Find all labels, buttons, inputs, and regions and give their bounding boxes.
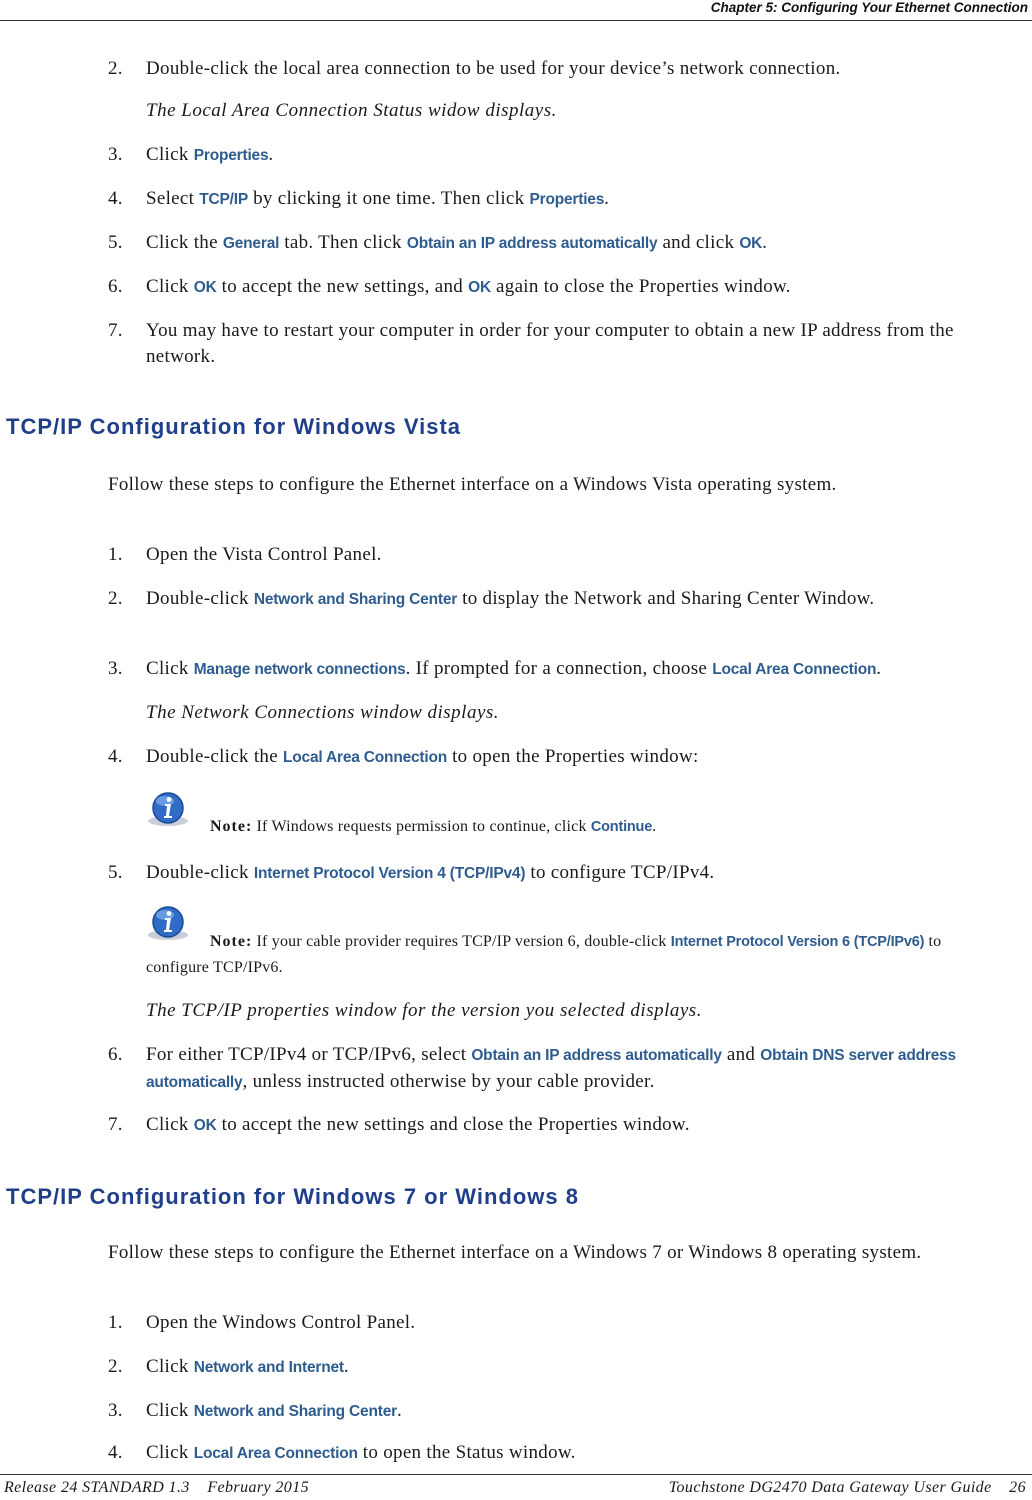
- intro-paragraph: Follow these steps to configure the Ethernet interface on a Windows 7 or Windows 8 operating system.: [108, 1242, 922, 1263]
- result-text: The Network Connections window displays.: [146, 702, 500, 723]
- ui-term-tcpip: TCP/IP: [199, 191, 249, 208]
- ui-term-obtain-ip: Obtain an IP address automatically: [406, 235, 658, 252]
- step-text: Double-click the Local Area Connection to open the Properties window:: [146, 746, 699, 767]
- step-number: 4.: [108, 1442, 123, 1463]
- step-4: [108, 744, 1024, 771]
- ui-term-local-area-connection: Local Area Connection: [193, 1445, 358, 1462]
- ui-term-network-sharing-center: Network and Sharing Center: [253, 591, 458, 608]
- step-text: Click the General tab. Then click Obtain an IP address automatically and click OK.: [146, 232, 768, 253]
- step-7: [108, 1112, 1024, 1139]
- step-text: Click Properties.: [146, 144, 274, 165]
- note-ipv6: Note: If your cable provider requires TCP/IP version 6, double-click Internet Protocol Version 6 (TCP/IPv6) to configure TCP/IPv6.: [146, 933, 942, 976]
- chapter-title: Chapter 5: Configuring Your Ethernet Connection: [710, 0, 1028, 15]
- ui-term-ok: OK: [468, 279, 491, 296]
- result-text: The Local Area Connection Status widow displays.: [146, 100, 557, 121]
- step-4: [108, 186, 1024, 213]
- ui-term-network-sharing-center: Network and Sharing Center: [193, 1403, 397, 1420]
- step-number: 3.: [108, 658, 123, 679]
- step-number: 5.: [108, 862, 123, 883]
- step-text: Double-click the local area connection to be used for your device’s network connection.: [146, 58, 841, 79]
- note-label: Note:: [210, 818, 253, 835]
- step-number: 7.: [108, 320, 123, 341]
- ui-term-general: General: [222, 235, 280, 252]
- note-continue: Note: If Windows requests permission to continue, click Continue.: [210, 818, 657, 835]
- step-3: [108, 142, 1024, 169]
- step-number: 5.: [108, 232, 123, 253]
- page-header: [0, 0, 1032, 21]
- step-5: [108, 230, 1024, 257]
- step-number: 3.: [108, 1400, 123, 1421]
- ui-term-ok: OK: [193, 1117, 217, 1134]
- step-number: 2.: [108, 58, 123, 79]
- step-3: [108, 1398, 1024, 1425]
- ui-term-network-internet: Network and Internet: [193, 1359, 344, 1376]
- ui-term-local-area-connection: Local Area Connection: [712, 661, 877, 678]
- step-number: 1.: [108, 544, 123, 565]
- ui-term-ipv6: Internet Protocol Version 6 (TCP/IPv6): [670, 934, 925, 950]
- intro-paragraph: Follow these steps to configure the Ethernet interface on a Windows Vista operating system.: [108, 474, 837, 495]
- step-text: You may have to restart your computer in order for your computer to obtain a new IP address from the network.: [146, 320, 954, 367]
- ui-term-obtain-dns: Obtain DNS server address automatically: [146, 1047, 956, 1091]
- guide-title-page-number: Touchstone DG2470 Data Gateway User Guide 26: [668, 1479, 1026, 1496]
- ui-term-ipv4: Internet Protocol Version 4 (TCP/IPv4): [253, 865, 526, 882]
- step-text: Open the Vista Control Panel.: [146, 544, 382, 565]
- step-number: 2.: [108, 1356, 123, 1377]
- step-number: 2.: [108, 588, 123, 609]
- section-heading-win78: TCP/IP Configuration for Windows 7 or Windows 8: [6, 1184, 579, 1209]
- step-text: Click Manage network connections. If prompted for a connection, choose Local Area Connection.: [146, 658, 882, 679]
- ui-term-local-area-connection: Local Area Connection: [283, 749, 448, 766]
- step-text: Click Local Area Connection to open the Status window.: [146, 1442, 576, 1463]
- release-info: Release 24 STANDARD 1.3 February 2015: [4, 1479, 309, 1496]
- step-text: Select TCP/IP by clicking it one time. Then click Properties.: [146, 188, 610, 209]
- step-number: 6.: [108, 276, 123, 297]
- step-text: Click Network and Sharing Center.: [146, 1400, 403, 1421]
- step-3: [108, 656, 1024, 683]
- ui-term-ok: OK: [193, 279, 217, 296]
- step-text: Click OK to accept the new settings and close the Properties window.: [146, 1114, 690, 1135]
- section-heading-vista: TCP/IP Configuration for Windows Vista: [6, 414, 462, 439]
- step-6: [108, 1042, 1024, 1096]
- ui-term-properties: Properties: [193, 147, 269, 164]
- ui-term-manage-connections: Manage network connections: [193, 661, 406, 678]
- step-2: [108, 1354, 1024, 1381]
- step-text: Double-click Network and Sharing Center to display the Network and Sharing Center Window.: [146, 588, 875, 609]
- step-number: 3.: [108, 144, 123, 165]
- note-label: Note:: [210, 933, 253, 950]
- step-2: [108, 586, 1024, 613]
- ui-term-obtain-ip: Obtain an IP address automatically: [471, 1047, 722, 1064]
- step-6: [108, 274, 1024, 301]
- ui-term-ok: OK: [739, 235, 763, 252]
- page-footer: [0, 1474, 1032, 1500]
- step-text: For either TCP/IPv4 or TCP/IPv6, select Obtain an IP address automatically and Obtain DNS server address automatically, unless instructed otherwise by your cable provider.: [146, 1044, 956, 1092]
- step-number: 1.: [108, 1312, 123, 1333]
- step-1: [108, 1310, 1024, 1336]
- step-5: [108, 860, 1024, 887]
- step-number: 4.: [108, 746, 123, 767]
- result-text: The TCP/IP properties window for the version you selected displays.: [146, 1000, 702, 1021]
- step-number: 6.: [108, 1044, 123, 1065]
- step-text: Double-click Internet Protocol Version 4 (TCP/IPv4) to configure TCP/IPv4.: [146, 862, 715, 883]
- step-number: 7.: [108, 1114, 123, 1135]
- step-text: Open the Windows Control Panel.: [146, 1312, 416, 1333]
- step-1: [108, 542, 1024, 568]
- step-4: [108, 1440, 1024, 1467]
- ui-term-properties: Properties: [529, 191, 605, 208]
- step-text: Click Network and Internet.: [146, 1356, 349, 1377]
- step-text: Click OK to accept the new settings, and OK again to close the Properties window.: [146, 276, 791, 297]
- ui-term-continue: Continue: [590, 819, 653, 835]
- step-2: [108, 56, 1024, 82]
- step-number: 4.: [108, 188, 123, 209]
- step-7: [108, 318, 1024, 370]
